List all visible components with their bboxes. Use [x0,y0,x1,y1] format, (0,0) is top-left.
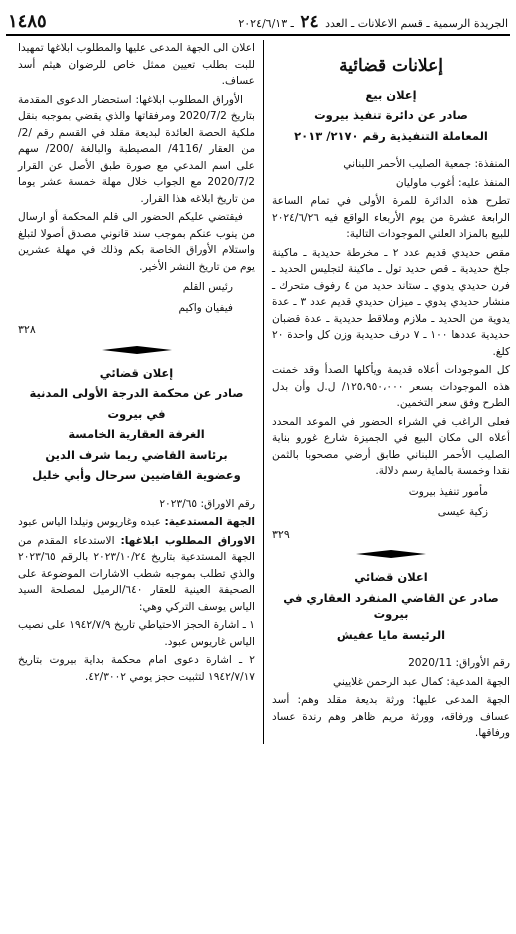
announcement2-case: رقم الأوراق: 2020/11 [408,657,510,669]
section-title: إعلانات قضائية [339,56,443,76]
continuation-p1: اعلان الى الجهة المدعى عليها والمطلوب ابلاغها تمهيدا للبت بطلب تعيين ممثل خاص للرضوان هيثم أسد عساف. [18,42,255,87]
judicial-announcement-2 [272,569,510,742]
sale-title: إعلان بيع [365,87,417,102]
announcement2-issuer: صادر عن القاضي المنفرد العقاري في بيروت [283,590,499,621]
announcement3-plaintiff-para [18,514,255,531]
continuation-p3: فيقتضي عليكم الحضور الى قلم المحكمة أو ارسال من ينوب عنكم بموجب سند قانوني مصدق أصولا لتبلغ واستلام الأوراق الخاصة بكم وذلك في مهلة عشرين يوم من تاريخ النشر الأخير. [18,211,255,273]
announcement3-court: صادر عن محكمة الدرجة الأولى المدنية [29,386,244,400]
sale-valuation: كل الموجودات أعلاه قديمة ويأكلها الصدأ وقد خمنت هذه الموجودات بسعر ١٢٥،٩٥٠،٠٠٠/ ل.ل وأن بدل الطرح وفق سعر التخمين. [272,364,510,409]
sale-instructions: فعلى الراغب في الشراء الحضور في الموعد المحدد أعلاه الى مكان البيع في الجميزة شارع غورو بناية الصليب الأحمر اللبناني طابق أرضي مصحوبا بالثمن نقدا وخمسة بالماية رسم دلالة. [272,415,510,477]
ornamental-divider [356,549,426,559]
continuation-signature-name: فيفيان واكيم [178,301,233,314]
sale-items: مقص حديدي قديم عدد ٢ ـ مخرطة حديدية ـ ماكينة جلخ حديدية ـ قص حديد تول ـ ماكينة لتجليس الحديد ـ فرن حديدي يدوي ـ ستاند حديد من ٤ رفوف متحرك ـ منشار حديدي يدوي ـ ميزان حديدي قديم عدد ٣ ـ عدة يدوية من الحديد ـ ملازم وملاقط حديدية ـ عدة قضبان حديدية عددها ١٠٠ ـ ٧ درف حديدية وزن كل واحدة ٢٠ كلغ. [272,246,510,358]
announcement3-item-1: ١ ـ اشارة الحجز الاحتياطي تاريخ ١٩٤٢/٧/٩ على نصيب الياس غاريوس عبود. [18,619,255,648]
announcement3-item-2: ٢ ـ اشارة دعوى امام محكمة بداية بيروت بتاريخ ١٩٤٢/٧/١٧ لتثبيت حجز يومي ٤٢/٣٠٠٢. [18,654,255,683]
sale-issuer: صادر عن دائرة تنفيذ بيروت [314,108,468,122]
sale-intro: تطرح هذه الدائرة للمرة الأولى في تمام الساعة الرابعة عشرة من يوم الأربعاء الواقع فيه ٢٠٢٤/٦/٢٦ للبيع بالمزاد العلني الموجودات التالية: [272,195,510,240]
sale-signature-name: زكية عيسى [437,506,488,518]
sale-signature-title: مأمور تنفيذ بيروت [408,485,488,498]
header-publication-name: الجريدة الرسمية ـ قسم الاعلانات ـ العدد [325,17,508,30]
left-column [18,40,264,744]
header-publication-line [238,12,508,32]
announcement2-judge: الرئيسة مايا عفيش [336,627,446,642]
announcement3-chamber: الغرفة العقارية الخامسة [68,427,205,441]
sale-case-number: المعاملة التنفيذية رقم ٢١٧٠/ ٢٠١٣ [294,128,488,143]
sale-creditor: المنفذة: جمعية الصليب الأحمر اللبناني [343,158,510,170]
continuation-p2: الأوراق المطلوب ابلاغها: استحضار الدعوى المقدمة بتاريخ 2020/7/2 ومرفقاتها والذي يقضي بموجبه بنقل ملكية الحصة العائدة لبديعة مقلد في القسم رقم /2/ من العقار /4116/ المصيطبة والبالغة /200/ سهم على اسم المدعي مع صورة طبق الأصل عن القرار 2020/7/2 مع الجواب خلال مهلة خمسة عشر يوما من تاريخ ابلاغه هذا القرار. [18,93,256,205]
announcement3-papers: الاستدعاء المقدم من الجهة المستدعية بتاريخ ٢٠٢٣/١٠/٢٤ بالرقم ٢٠٢٣/٦٥ والذي تطلب بموجبه شطب الاشارات الموضوعة على الصحيفة العينية للعقار ٦٤٠/الرميل لمصلحة السيد الياس يوسف التركي وهي: [18,534,255,613]
ornamental-divider [102,345,172,355]
announcement2-plaintiff: الجهة المدعية: كمال عبد الرحمن غلاييني [333,675,510,688]
announcement3-title: إعلان قضائي [99,365,174,380]
judicial-announcement-3 [18,365,255,686]
page-header [6,6,510,36]
continuation-signature-title: رئيس القلم [182,281,233,293]
announcement3-papers-label: الاوراق المطلوب ابلاغها: [120,534,256,547]
announcement3-papers-para [18,533,255,616]
announcement2-defendants: الجهة المدعى عليها: ورثة بديعة مقلد وهم: أسد عساف ورفاقه، وورثة مريم ظاهر وهم رندة عساد ورفاقها. [272,694,510,739]
page-number: ١٤٨٥ [8,11,47,32]
header-date: ـ ٢٠٢٤/٦/١٣ [238,17,294,30]
announcement3-city: في بيروت [107,406,166,421]
announcement3-case: رقم الاوراق: ٢٠٢٣/٦٥ [159,497,255,510]
announcement3-plaintiff-label: الجهة المستدعية: [164,516,255,528]
announcement-continuation [18,40,255,339]
header-issue-number: ٢٤ [300,12,319,32]
sale-debtor: المنفذ عليه: أغوب ماوليان [395,176,510,189]
announcement3-plaintiff: عبده وغاريوس ونيلدا الياس عبود [18,516,162,528]
two-column-body [6,40,510,744]
announcement2-title: اعلان قضائي [354,570,428,584]
sale-reference-number: ٣٢٩ [272,528,290,541]
right-column [264,40,510,744]
announcement3-presiding-judge: برئاسة القاضي ريما شرف الدين [45,447,228,462]
announcement3-members: وعضوية القاضيين سرحال وأبي خليل [32,468,241,482]
sale-announcement [272,87,510,544]
continuation-reference-number: ٣٢٨ [18,324,36,336]
